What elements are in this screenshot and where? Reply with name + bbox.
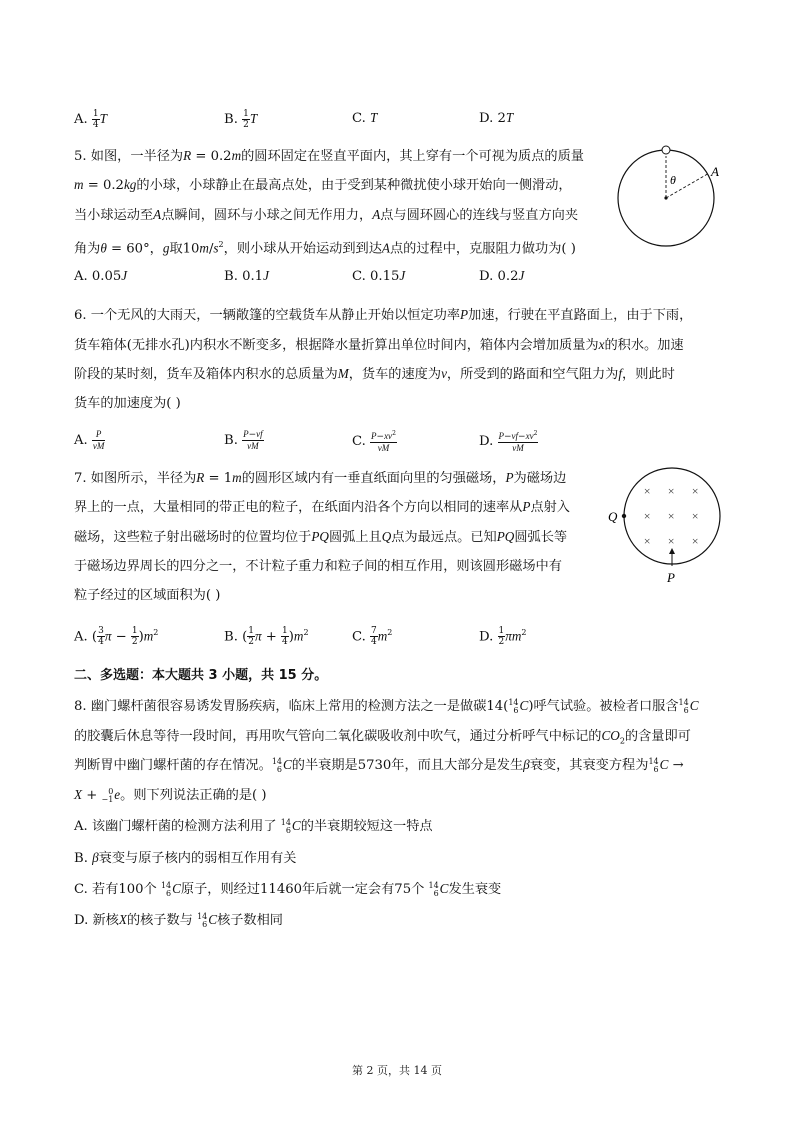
q6-option-d[interactable]: D. $\frac{P-vf-xv^2}{vM}$	[479, 430, 538, 453]
page-number-footer: 第 2 页，共 14 页	[352, 1064, 442, 1077]
q5-option-a[interactable]: A. 0.05J	[74, 268, 128, 284]
small-ball	[662, 146, 670, 154]
q4-option-c[interactable]: C. T	[352, 110, 378, 126]
field-cross: ×	[643, 484, 652, 498]
field-cross: ×	[691, 509, 700, 523]
field-cross: ×	[667, 484, 676, 498]
q6-line-4: 货车的加速度为( )	[74, 396, 181, 411]
q4-option-b[interactable]: B. $\frac{1}{2}$ T	[224, 109, 258, 130]
field-cross: ×	[691, 484, 700, 498]
q7-option-b[interactable]: B. ( $\frac{1}{2}$ π + $\frac{1}{4}$ )$m^2$	[224, 626, 309, 648]
q4-option-a[interactable]: A. $\frac{1}{4}$ T	[74, 109, 107, 130]
fraction: $\frac{1}{2}$	[243, 109, 249, 130]
q7-option-c[interactable]: C. $\frac{7}{4}$ $m^2$	[352, 626, 393, 648]
q5-option-b[interactable]: B. 0.1J	[224, 268, 269, 284]
q7-option-a[interactable]: A. ( $\frac{3}{4}$ π − $\frac{1}{2}$ )$m^2$	[74, 626, 159, 648]
field-cross: ×	[691, 534, 700, 548]
ring-center-dot	[664, 196, 667, 199]
q6-option-a[interactable]: A. $\frac{P}{vM}$	[74, 429, 105, 451]
q8-option-c[interactable]: C. 若有100个 14 6 C原子，则经过11460年后就一定会有75个 14 6 C发生衰变	[74, 880, 502, 898]
q5-line-3: 当小球运动至A点瞬间，圆环与小球之间无作用力，A点与圆环圆心的连线与竖直方向夹	[74, 207, 579, 223]
q7-line-3: 磁场，这些粒子射出磁场时的位置均位于PQ圆弧上且Q点为最远点。已知PQ圆弧长等	[74, 529, 568, 545]
q6-line-3: 阶段的某时刻，货车及箱体内积水的总质量为M，货车的速度为v，所受到的路面和空气阻力为f，则此时	[74, 366, 675, 382]
field-cross: ×	[667, 509, 676, 523]
q8-line-4: X + 0 −1 e。则下列说法正确的是( )	[74, 786, 267, 804]
q5-option-c[interactable]: C. 0.15J	[352, 268, 406, 284]
q7-line-5: 粒子经过的区域面积为( )	[74, 588, 221, 603]
point-a-label: A	[711, 164, 719, 179]
q4-option-d[interactable]: D. 2T	[479, 110, 514, 126]
section-heading-multiple-choice: 二、多选题：本大题共 3 小题，共 15 分。	[74, 668, 328, 683]
theta-label: θ	[670, 173, 676, 187]
q5-line-2: m = 0.2kg的小球，小球静止在最高点处，由于受到某种微扰使小球开始向一侧滑动，	[74, 177, 572, 193]
q6-line-1: 6. 一个无风的大雨天，一辆敞篷的空载货车从静止开始以恒定功率P加速，行驶在平直路面上，由于下雨，	[74, 307, 693, 323]
q8-line-2: 的胶囊后休息等待一段时间，再用吹气管向二氧化碳吸收剂中吹气，通过分析呼气中标记的$CO_2$的含量即可	[74, 728, 691, 746]
field-cross-marks	[643, 484, 699, 548]
q6-line-2: 货车箱体(无排水孔)内积水不断变多，根据降水量折算出单位时间内，箱体内会增加质量为x的积水。加速	[74, 337, 684, 353]
field-cross: ×	[643, 509, 652, 523]
q7-option-d[interactable]: D. $\frac{1}{2}$ $\pi m^2$	[479, 626, 527, 648]
fraction: $\frac{1}{4}$	[92, 109, 99, 130]
q7-line-1: 7. 如图所示，半径为R = 1m的圆形区域内有一垂直纸面向里的匀强磁场，P为磁场边	[74, 470, 567, 486]
q6-option-c[interactable]: C. $\frac{P-xv^2}{vM}$	[352, 430, 396, 453]
q8-option-b[interactable]: B. β衰变与原子核内的弱相互作用有关	[74, 850, 297, 866]
q7-line-2: 界上的一点，大量相同的带正电的粒子，在纸面内沿各个方向以相同的速率从P点射入	[74, 499, 570, 515]
point-q-dot	[622, 514, 626, 518]
point-p-label: P	[667, 570, 675, 585]
q8-option-a[interactable]: A. 该幽门螺杆菌的检测方法利用了 14 6 C的半衰期较短这一特点	[74, 817, 433, 835]
q5-line-1: 5. 如图，一半径为R = 0.2m的圆环固定在竖直平面内，其上穿有一个可视为质点的质量	[74, 148, 584, 164]
q8-line-3: 判断胃中幽门螺杆菌的存在情况。 14 6 C的半衰期是5730年，而且大部分是发生β衰变，其衰变方程为 14 6 C →	[74, 756, 684, 774]
q5-line-4: 角为θ = 60°，g取$10m/s^2$，则小球从开始运动到到达A点的过程中，克服阻力做功为( )	[74, 240, 576, 257]
q8-option-d[interactable]: D. 新核X的核子数与 14 6 C核子数相同	[74, 911, 283, 929]
q8-line-1: 8. 幽门螺杆菌很容易诱发胃肠疾病，临床上常用的检测方法之一是做碳14( 14 6 C)呼气试验。被检者口服含 14 6 C	[74, 697, 699, 715]
field-cross: ×	[643, 534, 652, 548]
q5-ring-figure	[612, 144, 724, 256]
q7-line-4: 于磁场边界周长的四分之一，不计粒子重力和粒子间的相互作用，则该圆形磁场中有	[74, 559, 562, 574]
arrow-head	[669, 548, 675, 554]
field-cross: ×	[667, 534, 676, 548]
q6-option-b[interactable]: B. $\frac{P-vf}{vM}$	[224, 429, 263, 451]
q7-magnetic-field-figure	[604, 466, 736, 586]
point-q-label: Q	[608, 509, 618, 524]
q5-option-d[interactable]: D. 0.2J	[479, 268, 525, 284]
